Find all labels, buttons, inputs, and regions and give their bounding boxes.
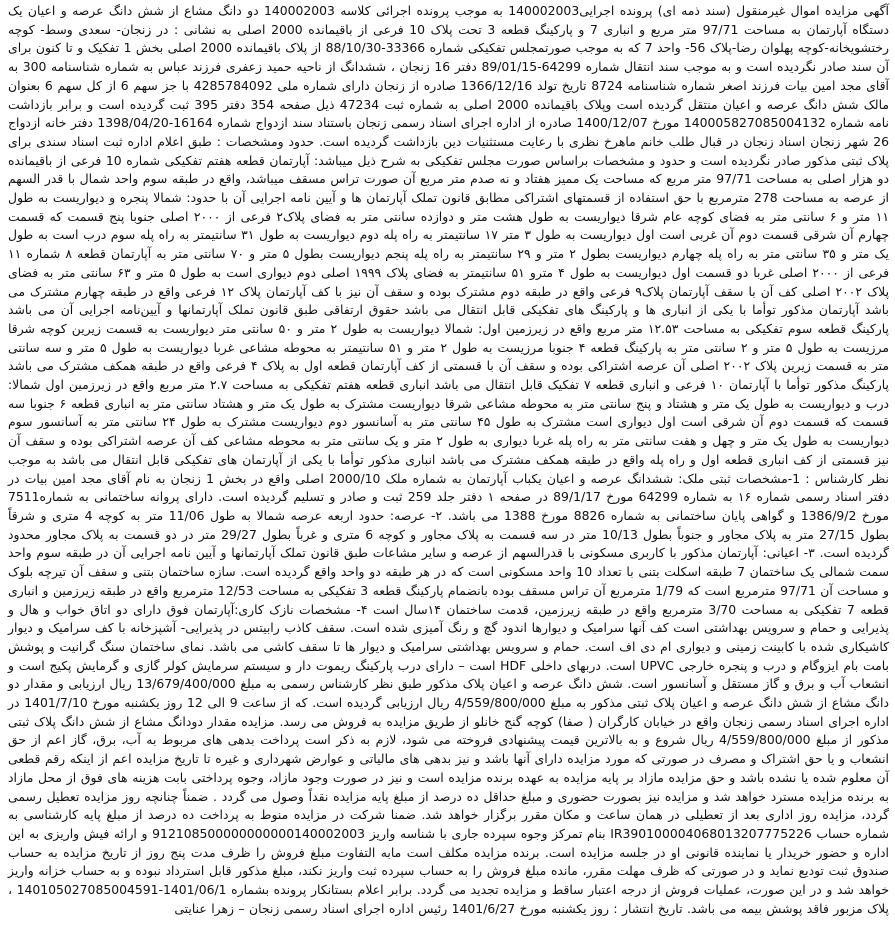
notice-body-text: آگهی مزایده اموال غیرمنقول (سند ذمه ای) پرونده اجرایی140002003 به موجب پرونده اجرائی کلاسه 140002003 دو دانگ مشاع از شش دانگ عرصه و اعیان یک دستگاه آپارتمان به مساحت 97/71 متر مربع و انباری 7 و پارکینگ قطعه 3 تحت پلاک 10 فرعی از باقیمانده 2000 اصلی به نشانی : در زنجان- سعدی وسط- کوچه رختشویخانه-کوچه پهلوان رضا-پلاک 56- واحد 7 که به موجب صورتمجلس تفکیکی شماره 33366-88/10/30 از پلاک باقیمانده 2000 اصلی بخش 1 تفکیک و تا کنون برای آن سند صادر نگردیده است و به موجب سند انتقال شماره 64299-89/01/15 دفتر 16 زنجان ، ششدانگ از ناحیه حمید زعفری فرزند عباس به شماره شناسنامه 300 به آقای مجد امین بیات فرزند اصغر شماره شناسنامه 8724 تاریخ تولد 1366/12/16 صادره از زنجان دارای شماره ملی 4285784092 با جز سهم 6 از کل سهم 6 بعنوان مالک شش دانگ عرصه و اعیان منتقل گردیده است وپلاک باقیمانده 2000 اصلی به شماره ثبت 47234 ذیل صفحه 354 دفتر 395 ثبت گردیده است و برابر بازداشت نامه شماره 140005827085004132 مورخ 1400/12/07 صادره از اداره اجرای اسناد رسمی زنجان باستناد سند ازدواج شماره 16164-1398/04/20 دفتر خانه ازدواج 26 شهر زنجان اسناد زنجان در قبال طلب خانم ماهرخ نظری با رعایت مستثنیات دین بازداشت گردیده است. حدود ومشخصات : طبق اعلام اداره ثبت اسناد سندی برای پلاک ثبتی مذکور صادر نگردیده است و حدود و مشخصات براساس صورت مجلس تفکیکی به شرح ذیل میباشد: آپارتمان قطعه هفتم تفکیکی شماره 10 فرعی از باقیمانده دو هزار اصلی به مساحت 97/71 متر مربع که مساحت یک ممیز هفتاد و نه صدم متر مربع آن صورت تراس مسقف میباشد، واقع در طبقه سوم واحد شمال با قدر السهم از عرصه به مساحت 278 مترمربع با حق استفاده از قسمتهای اشتراکی مطابق قانون تملک آپارتمان ها و آیین نامه اجرایی آن با حدود: شمالا پنجره و دیواریست به طول ۱۱ متر و ۶ سانتی متر به فضای کوچه عام شرقا دیواریست به طول هشت متر و دوازده سانتی متر به فضای پلاک۲ فرعی از ۲۰۰۰ اصلی جنوبا پنج قسمت که قسمت چهارم آن شرقی قسمت دوم آن غربی است اول دیواریست به طول ۳ متر ۱۷ سانتیمتر به راه پله دوم دیواریست به طول ۳۱ سانتیمتر به راه پله سوم درب است به طول یک متر و ۳۵ سانتی متر به راه پله چهارم دیواریست بطول ۲ متر و ۲۹ سانتیمتر به راه پله پنجم دیواریست بطول ۵ متر و ۷۰ سانتی متر به آپارتمان قطعه ۸ شماره ۱۱ فرعی از ۲۰۰۰ اصلی غربا دو قسمت اول دیواریست به طول ۴ مترو ۵۱ سانتیمتر به فضای پلاک ۱۹۹۹ اصلی دوم دیواری است به طول ۵ متر و ۶۳ سانتی متر به فضای پلاک ۲۰۰۲ اصلی کف آن با سقف آپارتمان پلاک۹ فرعی واقع در طبقه دوم مشترک بوده و سقف آن نیز با کف آپارتمان پلاک ۱۲ فرعی واقع در طبقه چهارم مشترک می باشد آپارتمان مذکور توأما با یکی از انباری ها و پارکینگ های تفکیکی قابل انتقال می باشد حقوق ارتفاقی طبق قانون تملک آپارتمانها و آیین‌نامه اجرایی آن می باشد پارکینگ قطعه سوم تفکیکی به مساحت ۱۲.۵۳ متر مربع واقع در زیرزمین اول: شمالا دیواریست به طول ۲ متر و ۵۰ سانتی متر دیواریست به قسمت زیرین کوچه شرقا مرزیست به طول ۵ متر و ۲ سانتی متر به پارکینگ قطعه ۴ جنوبا مرزیست به طول ۲ متر و ۵۱ سانتیمتر به محوطه مشاعی غربا دیواریست به طول ۵ متر و سه سانتی متر به قسمت زیرین پلاک ۲۰۰۲ اصلی آن عرصه اشتراکی بوده و سقف آن با قسمتی از کف آپارتمان قطعه اول به پلاک ۴ فرعی واقع در طبقه همکف مشترک می باشد پارکینگ مذکور توأما با آپارتمان ۱۰ فرعی و انباری قطعه ۷ تفکیک قابل انتقال می باشد انباری قطعه هفتم تفکیکی به مساحت ۲.۷ متر مربع واقع در زیرزمین اول شمالا: درب و دیواریست به طول یک متر و هشتاد و پنج سانتی متر به محوطه مشاعی شرقا دیواریست مشترک به طول یک متر و هشتاد سانتی متر به انباری قطعه ۶ جنوبا سه قسمت که قسمت دوم آن شرقی است اول دیواری است مشترک به طول ۴۵ سانتی متر به آسانسور دوم دیواریست مشترک به طول ۲۴ سانتی متر به آسانسور سوم دیواریست به طول یک متر و چهل و هفت سانتی متر به راه پله غربا دیواری به طول ۲ متر و یک سانتی متر به محوطه مشاعی کف آن عرصه اشتراکی بوده و سقف آن نیز قسمتی از کف انباری قطعه اول و راه پله واقع در طبقه همکف مشترک می باشد انباری مذکور توأما با یکی از آپارتمان های تفکیکی قابل انتقال می باشد به موجب نظر کارشناس : 1-مشخصات ثبتی ملک: ششدانگ عرصه و اعیان یکباب آپارتمان به شماره ملک 2000/10 اصلی واقع در بخش 1 زنجان به نام آقای مجد امین بیات در دفتر اسناد رسمی شماره ۱۶ به شماره 64299 مورخ 89/1/17 در صفحه ۱ دفتر جلد 259 ثبت و صادر و تسلیم گردیده است. دارای پروانه ساختمانی به شماره7511 مورخ 1386/9/2 و گواهی پایان ساختمانی به شماره 8826 مورخ 1388 می باشد. ۲- عرصه: حدود اربعه عرصه شمالا به طول 11/06 متر به کوچه 4 متری و شرقاً بطول 27/15 متر به پلاک مجاور و جنوباً بطول 10/13 متر در سه قسمت به پلاک مجاور و کوچه 6 متری و غرباً بطول 29/27 متر در دو قسمت به پلاک مجاور محدود گردیده است. ۳- اعیانی: آپارتمان مذکور با کاربری مسکونی با قدرالسهم از عرصه و سایر مشاعات طبق قانون تملک آپارتمانها و آیین نامه اجرایی آن در طبقه سوم واحد سمت شمالی یک ساختمان 7 طبقه اسکلت بتنی با تعداد 10 واحد مسکونی است که در هر طبقه دو واحد واقع گردیده است. سازه ساختمان بتنی و سقف آن تیرچه بلوک و مساحت آن 97/71 مترمربع است که 1/79 مترمربع آن تراس مسقف بوده بانضمام پارکینگ قطعه 3 تفکیکی به مساحت 12/53 مترمربع واقع در طبقه زیرزمین و انباری قطعه 7 تفکیکی به مساحت 3/70 مترمربع واقع در طبقه زیرزمین، قدمت ساختمان ۱۴سال است ۴- مشخصات نازک کاری:آپارتمان فوق دارای دو اتاق خواب و هال و پذیرایی و حمام و سرویس بهداشتی است کف آنها سرامیک و دیوارها اندود گچ و رنگ آمیزی شده است. سقف کاذب رابیتس در پذیرایی- آشپزخانه با کف سرامیک و دیوار کاشیکاری شده با کابینت زمینی و دیواری ام دی اف است. حمام و سرویس بهداشتی سرامیک و دیوار ها تا سقف کاشی می باشد. نمای ساختمان سنگ گرانیت و پوشش بامت بام ایزوگام و درب و پنجره خارجی UPVC است. دربهای داخلی HDF است – دارای درب پارکینگ ریموت دار و سیستم سرمایش کولر گازی و گرمایش پکیج است و انشعاب آب و برق و گاز مستقل و آسانسور است. شش دانگ عرصه و اعیان پلاک مذکور طبق نظر کارشناس رسمی به مبلغ 13/679/400/000 ریال ارزیابی و مقدار دو دانگ مشاع از شش دانگ عرصه و اعیان پلاک ثبتی مذکور به مبلغ 4/559/800/000 ریال ارزیابی گردیده است. که از ساعت 9 الی 12 روز یکشنبه مورخ 1401/7/10 در اداره اجرای اسناد رسمی زنجان واقع در خیابان کارگران ( صفا) کوچه گنج خانلو از طریق مزایده به فروش می رسد. مزایده مقدار دودانگ مشاع از شش دانگ پلاک ثبتی مذکور از مبلغ 4/559/800/000 ریال شروع و به بالاترین قیمت پیشنهادی فروخته می شود، لازم به ذکر است پرداخت بدهی های مربوط به آب، برق، گاز اعم از حق انشعاب و یا حق اشتراک و مصرف در صورتی که مورد مزایده دارای آنها باشد و نیز بدهی های مالیاتی و عوارض شهرداری و غیره تا تاریخ مزایده اعم از اینکه رقم قطعی آن معلوم شده یا نشده باشد و حق مزایده مازاد بر پایه مزایده به عهده برنده مزایده است و نیز در صورت وجود مازاد، وجوه پرداختی بابت هزینه های فوق از محل مازاد به برنده مزایده مسترد خواهد شد و مزایده نیز بصورت حضوری و مبلغ حداقل ده درصد از مبلغ پایه مزایده نقداً وصول می گردد . ضمناً چنانچه روز مزایده تعطیل رسمی گردد، مزایده روز اداری بعد از تعطیلی در همان ساعت و مکان مقرر برگزار خواهد شد. ضمنا شرکت در مزایده منوط به پرداخت ده درصد از مبلغ پایه کارشناسی به شماره حساب IR390100004068013207775226 بنام تمرکز وجوه سپرده جاری با شناسه واریز 912108500000000000140002003 و ارائه فیش واریزی به این اداره و حضور خریدار یا نماینده قانونی او در جلسه مزایده است. برنده مزایده مکلف است مابه التفاوت مبلغ فروش را ظرف مدت پنج روز از تاریخ مزایده به حساب صندوق ثبت تودیع نماید و در صورتی که ظرف مهلت مقرر، مانده مبلغ فروش را به حساب سپرده ثبت واریز نکند، مبلغ مذکور قابل استرداد نبوده و به حساب خزانه واریز خواهد شد و در این صورت، عملیات فروش از درجه اعتبار ساقط و مزایده تجدید می گردد. برابر اعلام بستانکار پرونده بشماره 1401/06/1-140105027085004591 ، پلاک مزبور فاقد پوشش بیمه می باشد. تاریخ انتشار : روز یکشنبه مورخ 1401/6/27 رئیس اداره اجرای اسناد رسمی زنجان – زهرا عنایتی [8,3,890,916]
